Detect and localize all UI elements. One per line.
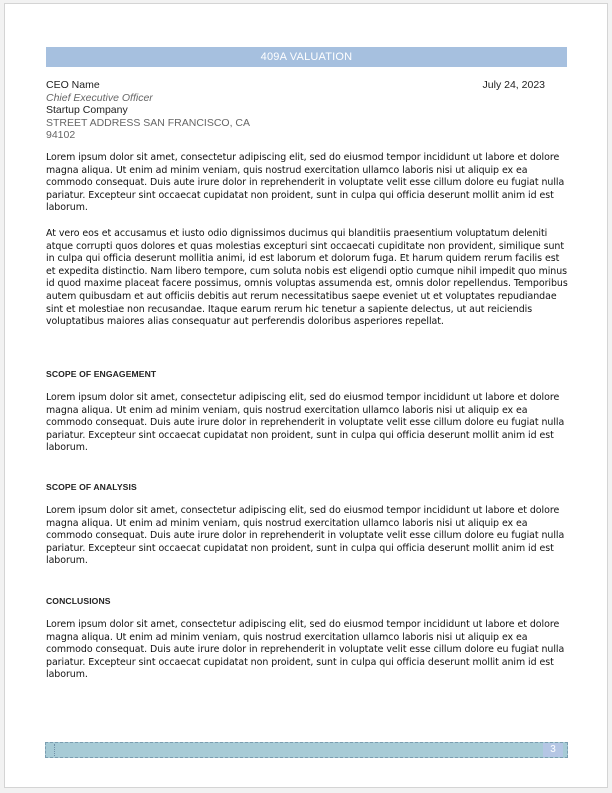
section-body-analysis[interactable]: Lorem ipsum dolor sit amet, consectetur adipiscing elit, sed do eiusmod tempor incididunt ut labore et dolore magna aliqua. Ut enim ad minim veniam, quis nostrud exercitation ullamco laboris nisi ut aliquip ex ea commodo consequat. Duis aute irure dolor in reprehenderit in voluptate velit esse cillum dolore eu fugiat nulla pariatur. Excepteur sint occaecat cupidatat non proident, sunt in culpa qui officia deserunt mollit anim id est laborum. (46, 505, 565, 567)
footer-band[interactable] (45, 742, 568, 758)
intro-paragraph-2[interactable]: At vero eos et accusamus et iusto odio dignissimos ducimus qui blanditiis praesentium voluptatum deleniti atque corrupti quos dolores et quas molestias excepturi sint occaecati cupiditate non provident, similique sunt in culpa qui officia deserunt mollitia animi, id est laborum et dolorum fuga. Et harum quidem rerum facilis est et expedita distinctio. Nam libero tempore, cum soluta nobis est eligendi optio cumque nihil impedit quo minus id quod maxime placeat facere possimus, omnis voluptas assumenda est, omnis dolor repellendus. Temporibus autem quibusdam et aut officiis debitis aut rerum necessitatibus saepe eveniet ut et voluptates repudiandae sint et molestiae non recusandae. Itaque earum rerum hic tenetur a sapiente delectus, ut aut reiciendis voluptatibus maiores alias consequatur aut perferendis doloribus asperiores repellat. (46, 228, 568, 328)
section-body-engagement[interactable]: Lorem ipsum dolor sit amet, consectetur adipiscing elit, sed do eiusmod tempor incididunt ut labore et dolore magna aliqua. Ut enim ad minim veniam, quis nostrud exercitation ullamco laboris nisi ut aliquip ex ea commodo consequat. Duis aute irure dolor in reprehenderit in voluptate velit esse cillum dolore eu fugiat nulla pariatur. Excepteur sint occaecat cupidatat non proident, sunt in culpa qui officia deserunt mollit anim id est laborum. (46, 392, 565, 454)
recipient-title[interactable]: Chief Executive Officer (46, 91, 153, 104)
section-heading-conclusions[interactable]: CONCLUSIONS (46, 596, 111, 606)
section-body-conclusions[interactable]: Lorem ipsum dolor sit amet, consectetur adipiscing elit, sed do eiusmod tempor incididunt ut labore et dolore magna aliqua. Ut enim ad minim veniam, quis nostrud exercitation ullamco laboris nisi ut aliquip ex ea commodo consequat. Duis aute irure dolor in reprehenderit in voluptate velit esse cillum dolore eu fugiat nulla pariatur. Excepteur sint occaecat cupidatat non proident, sunt in culpa qui officia deserunt mollit anim id est laborum. (46, 619, 565, 681)
letter-date[interactable]: July 24, 2023 (482, 79, 545, 91)
section-heading-analysis[interactable]: SCOPE OF ANALYSIS (46, 482, 137, 492)
recipient-company[interactable]: Startup Company (46, 104, 128, 117)
intro-paragraph-1[interactable]: Lorem ipsum dolor sit amet, consectetur adipiscing elit, sed do eiusmod tempor incididunt ut labore et dolore magna aliqua. Ut enim ad minim veniam, quis nostrud exercitation ullamco laboris nisi ut aliquip ex ea commodo consequat. Duis aute irure dolor in reprehenderit in voluptate velit esse cillum dolore eu fugiat nulla pariatur. Excepteur sint occaecat cupidatat non proident, sunt in culpa qui officia deserunt mollit anim id est laborum. (46, 152, 565, 214)
recipient-block[interactable] (46, 79, 296, 142)
document-page (4, 3, 608, 788)
page-number[interactable]: 3 (543, 743, 563, 757)
footer-text-cursor (54, 744, 57, 756)
recipient-address-line1[interactable]: STREET ADDRESS SAN FRANCISCO, CA (46, 116, 251, 129)
recipient-address-line2[interactable]: 94102 (46, 129, 76, 142)
document-title-banner[interactable]: 409A VALUATION (46, 47, 567, 67)
section-heading-engagement[interactable]: SCOPE OF ENGAGEMENT (46, 369, 157, 379)
recipient-name[interactable]: CEO Name (46, 79, 100, 91)
